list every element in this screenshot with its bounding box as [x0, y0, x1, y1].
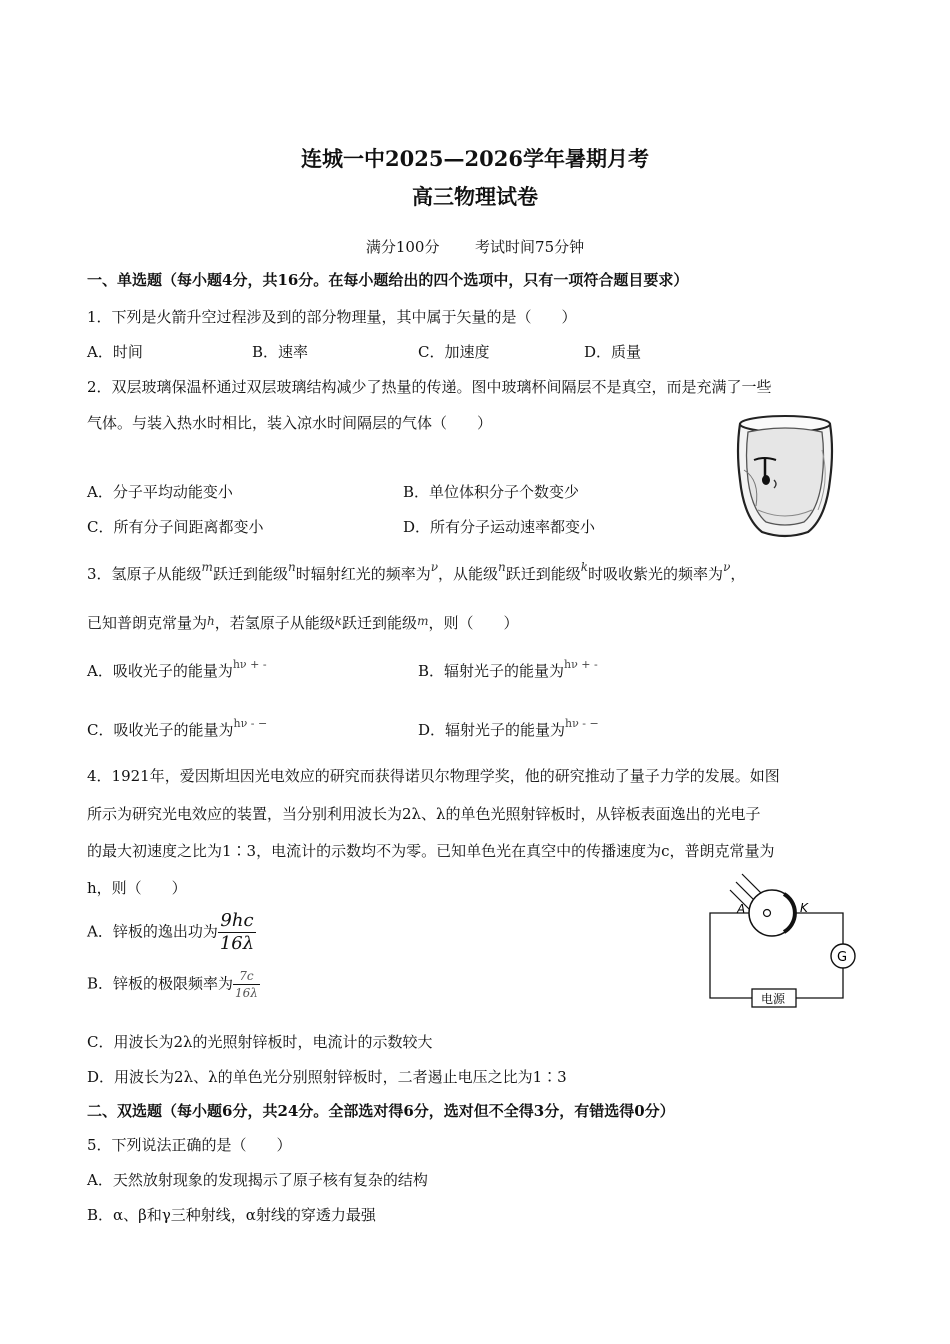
- time-info: 考试时间75分钟: [475, 238, 585, 256]
- q3-stem-line1: [87, 560, 746, 584]
- q1-option-b: B．速率: [252, 343, 309, 361]
- q3-text-2: 跃迁到能级: [212, 565, 288, 583]
- q3-text-11: ，则（ ）: [428, 614, 519, 632]
- q3-text-3: 时辐射红光的频率为: [295, 565, 431, 583]
- exam-info: [0, 236, 950, 257]
- power-supply: [752, 989, 796, 1007]
- q3-option-b-label: B．辐射光子的能量为: [418, 662, 565, 680]
- photoelectric-circuit-figure: [700, 868, 860, 1013]
- q2-stem-line2: 气体。与装入热水时相比，装入凉水时间隔层的气体（ ）: [87, 414, 493, 432]
- cup-outer-body: [738, 416, 832, 536]
- q4-option-a-fraction: [218, 912, 256, 953]
- q2-option-d: D．所有分子运动速率都变小: [403, 518, 596, 536]
- q4-option-a: [87, 912, 256, 953]
- q4-stem-line3: 的最大初速度之比为1∶3，电流计的示数均不为零。已知单色光在真空中的传播速度为c，普朗克常量为: [87, 842, 775, 860]
- galvanometer-label: G: [837, 950, 848, 965]
- q5-stem: 5．下列说法正确的是（ ）: [87, 1136, 292, 1154]
- power-supply-label: 电源: [761, 992, 786, 1006]
- q3-symbol-k: k: [580, 560, 589, 574]
- q4-option-b-fraction: [233, 970, 260, 999]
- q3-symbol-n: n: [287, 560, 296, 574]
- q4-stem-line4: h，则（ ）: [87, 879, 187, 897]
- q3-option-a-expr: hν + -: [232, 658, 267, 671]
- q4-option-a-label: A．锌板的逸出功为: [87, 922, 218, 941]
- q4-option-b-numerator: 7c: [233, 970, 260, 985]
- q3-text-7: ，: [730, 565, 746, 583]
- q1-option-d: D．质量: [584, 343, 642, 361]
- q3-option-b-expr: hν + -: [564, 658, 598, 671]
- section1-heading: 一、单选题（每小题4分，共16分。在每小题给出的四个选项中，只有一项符合题目要求）: [87, 271, 689, 289]
- q3-option-a: [87, 660, 267, 681]
- q3-text-9: ，若氢原子从能级: [214, 614, 335, 632]
- q4-stem-line1: 4．1921年，爱因斯坦因光电效应的研究而获得诺贝尔物理学奖，他的研究推动了量子力学的发展。如图: [87, 767, 780, 785]
- exam-subtitle: 高三物理试卷: [412, 184, 538, 209]
- q3-text-1: 3．氢原子从能级: [87, 565, 202, 583]
- q3-text-5: 跃迁到能级: [505, 565, 581, 583]
- q3-text-8: 已知普朗克常量为: [87, 614, 208, 632]
- q4-option-a-denominator: 16λ: [219, 933, 255, 954]
- q3-symbol-m2: m: [417, 614, 429, 628]
- q2-option-c: C．所有分子间距离都变小: [87, 518, 264, 536]
- q4-option-b-denominator: 16λ: [235, 986, 258, 1000]
- q4-option-a-numerator: 9hc: [218, 912, 256, 933]
- q3-stem-line2: [87, 612, 518, 633]
- q3-symbol-v2: ν: [723, 560, 731, 574]
- q1-stem: 1．下列是火箭升空过程涉及到的部分物理量，其中属于矢量的是（ ）: [87, 308, 577, 326]
- q3-symbol-v1: ν: [430, 560, 438, 574]
- q3-option-c-expr: hν - −: [233, 717, 268, 730]
- q3-symbol-n2: n: [498, 560, 506, 574]
- q3-symbol-k2: k: [334, 614, 343, 628]
- double-glass-cup-figure: [730, 410, 840, 540]
- q1-option-a: A．时间: [87, 343, 143, 361]
- q3-option-c: [87, 719, 267, 740]
- label-cathode-k: K: [800, 901, 808, 915]
- label-anode-a: A: [737, 902, 746, 916]
- q4-option-c: C．用波长为2λ的光照射锌板时，电流计的示数较大: [87, 1033, 433, 1051]
- q4-option-b-label: B．锌板的极限频率为: [87, 974, 234, 993]
- q5-option-a: A．天然放射现象的发现揭示了原子核有复杂的结构: [87, 1171, 428, 1189]
- q5-option-b: B．α、β和γ三种射线，α射线的穿透力最强: [87, 1206, 376, 1224]
- q3-option-d: [418, 719, 599, 740]
- q4-option-d: D．用波长为2λ、λ的单色光分别照射锌板时，二者遏止电压之比为1∶3: [87, 1068, 567, 1086]
- q3-option-b: [418, 660, 598, 681]
- q2-stem-line1: 2．双层玻璃保温杯通过双层玻璃结构减少了热量的传递。图中玻璃杯间隔层不是真空，而是充满了一些: [87, 378, 772, 396]
- q3-symbol-h: h: [207, 614, 215, 628]
- q4-option-b: [87, 970, 260, 999]
- galvanometer: [831, 944, 855, 968]
- phototube: [749, 890, 795, 936]
- q3-symbol-m: m: [201, 560, 213, 574]
- q3-option-d-expr: hν - −: [565, 717, 599, 730]
- q3-text-6: 时吸收紫光的频率为: [588, 565, 724, 583]
- q4-stem-line2: 所示为研究光电效应的装置，当分别利用波长为2λ、λ的单色光照射锌板时，从锌板表面逸出的光电子: [87, 805, 761, 823]
- q3-text-10: 跃迁到能级: [342, 614, 418, 632]
- q3-text-4: ，从能级: [438, 565, 499, 583]
- q3-option-c-label: C．吸收光子的能量为: [87, 721, 234, 739]
- section2-heading: 二、双选题（每小题6分，共24分。全部选对得6分，选对但不全得3分，有错选得0分）: [87, 1102, 675, 1120]
- q3-option-a-label: A．吸收光子的能量为: [87, 662, 233, 680]
- score-info: 满分100分: [365, 238, 440, 256]
- q3-option-d-label: D．辐射光子的能量为: [418, 721, 566, 739]
- q2-option-b: B．单位体积分子个数变少: [403, 483, 580, 501]
- q1-option-c: C．加速度: [418, 343, 490, 361]
- exam-title: 连城一中2025—2026学年暑期月考: [301, 146, 649, 171]
- q2-option-a: A．分子平均动能变小: [87, 483, 233, 501]
